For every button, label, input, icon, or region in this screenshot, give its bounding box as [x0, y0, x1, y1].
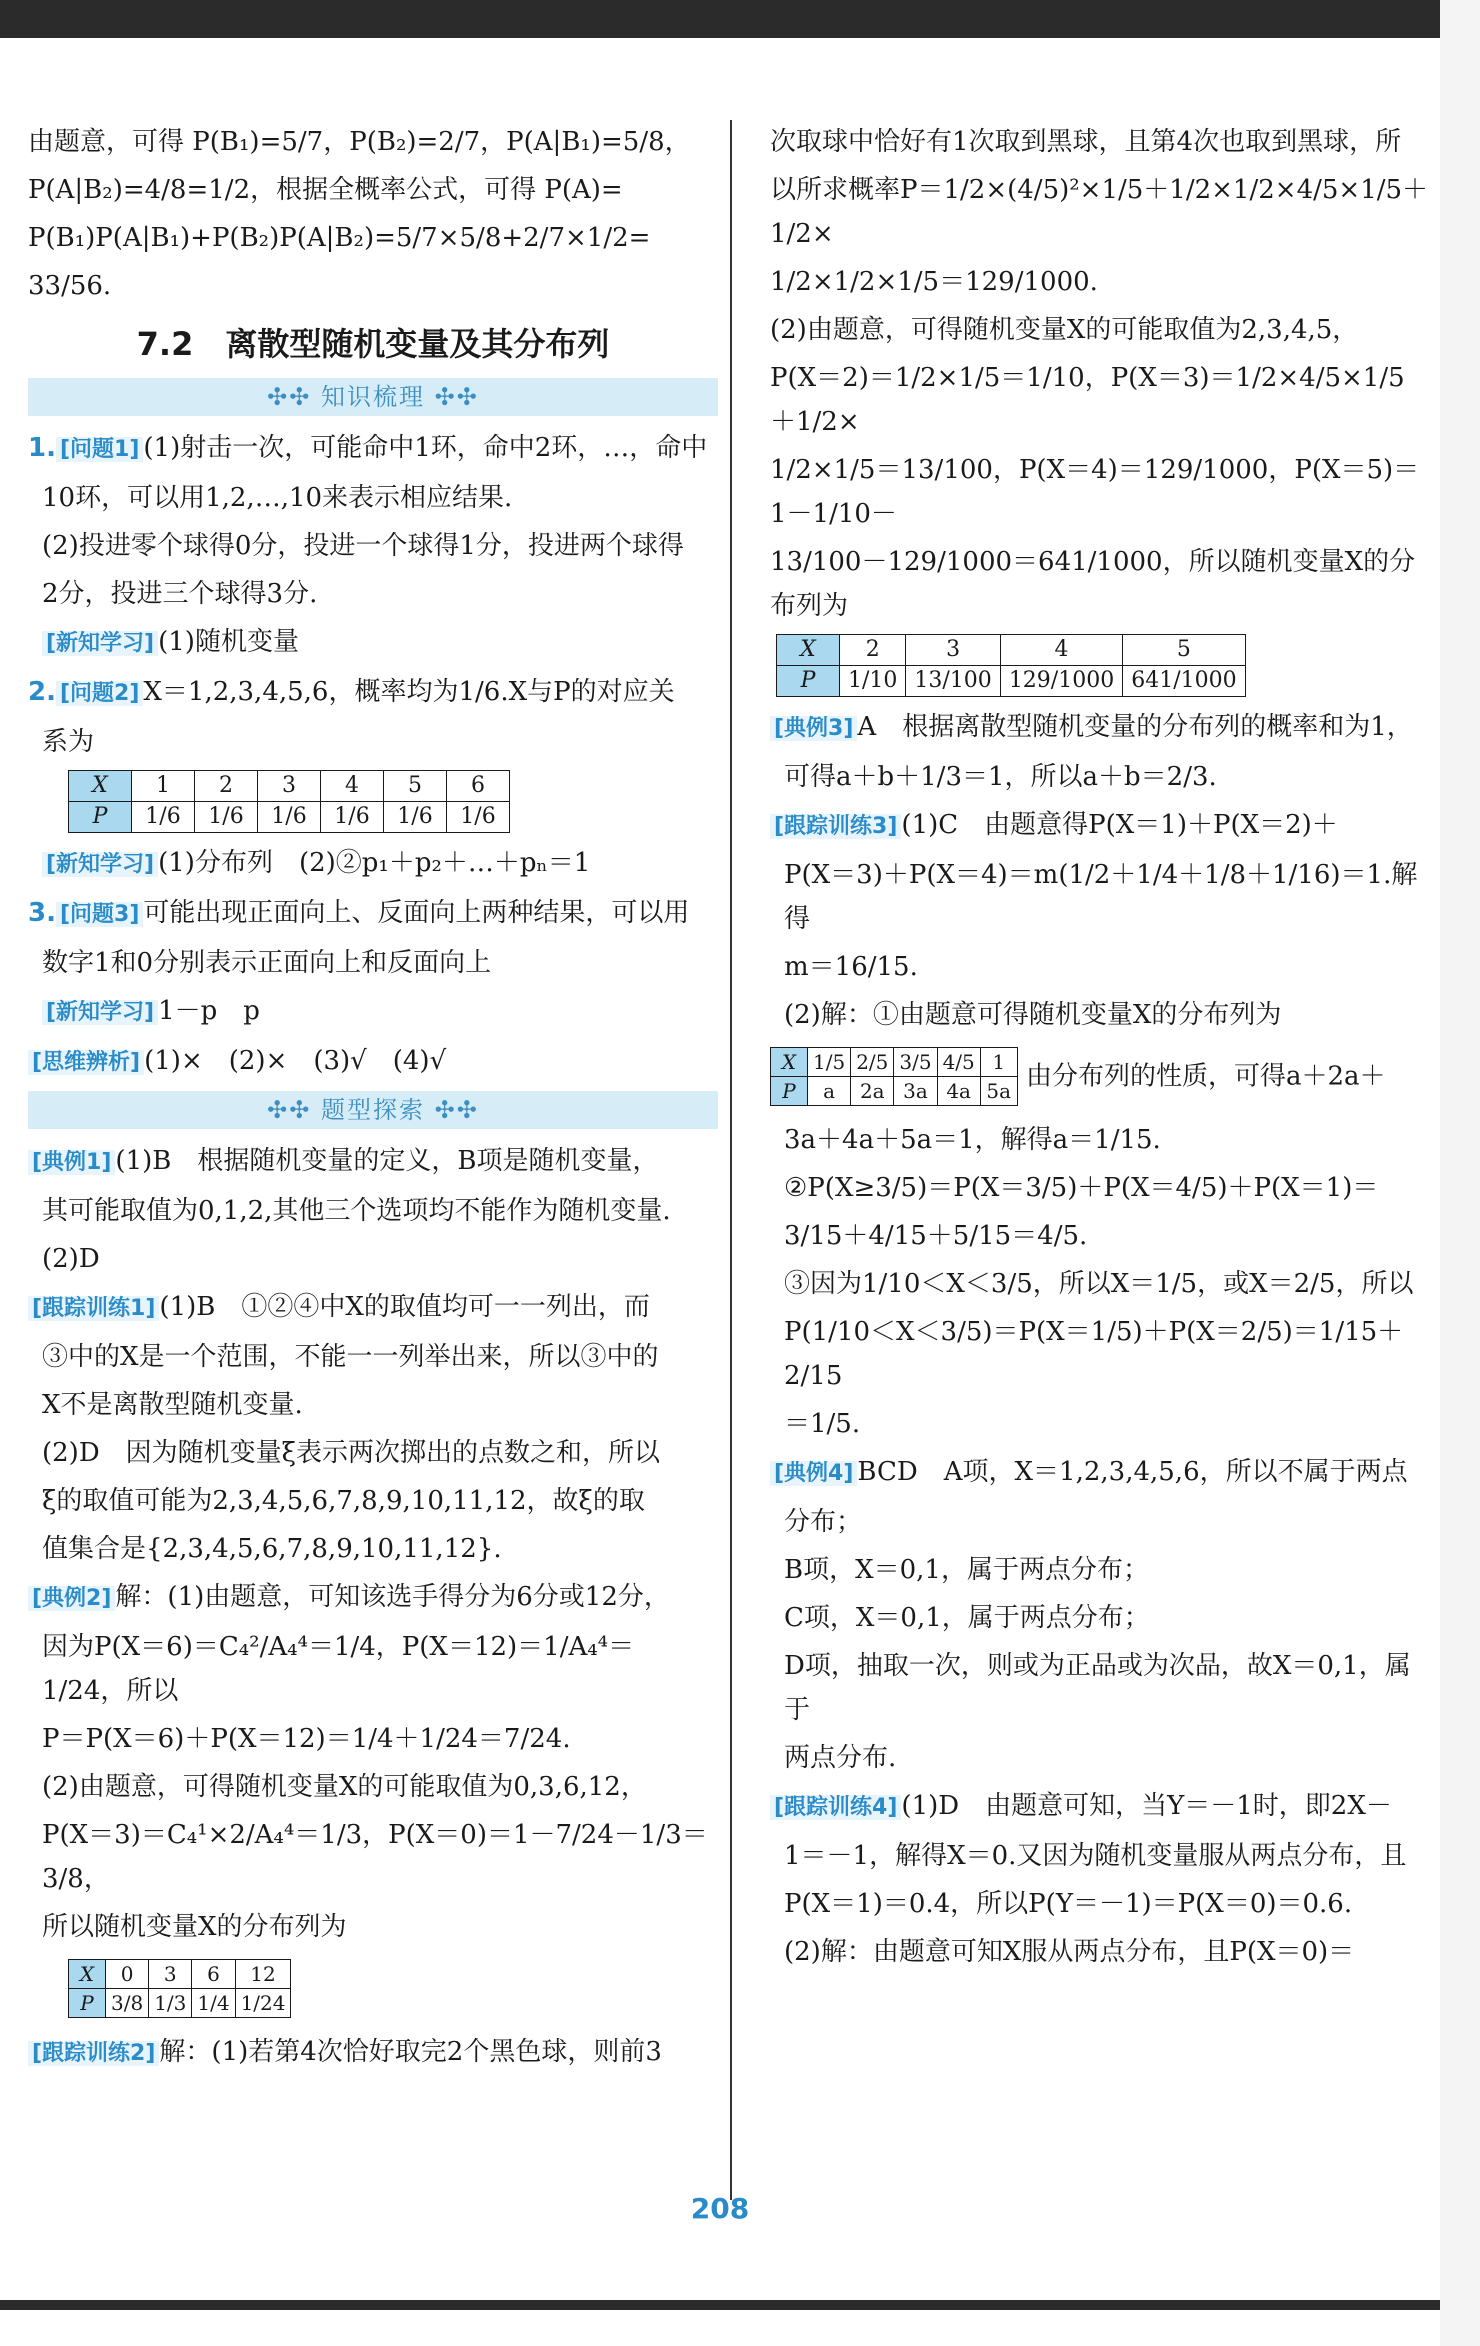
band-explore: ✣✣ 题型探索 ✣✣: [28, 1091, 718, 1129]
tag-q1: [问题1]: [56, 437, 143, 462]
text-line: 所以随机变量X的分布列为: [42, 1912, 347, 1942]
text-line: 其可能取值为0,1,2,其他三个选项均不能作为随机变量.: [42, 1196, 671, 1226]
text-line: 两点分布.: [784, 1743, 897, 1773]
text-line: P(X＝1)＝0.4，所以P(Y＝－1)＝P(X＝0)＝0.6.: [784, 1889, 1353, 1919]
text-line: 3a＋4a＋5a＝1，解得a＝1/15.: [784, 1125, 1161, 1155]
text-line: P(X＝3)＝C₄¹×2/A₄⁴＝1/3，P(X＝0)＝1－7/24－1/3＝3/8，: [42, 1820, 708, 1894]
answer-q2: 2. [问题2] X＝1,2,3,4,5,6，概率均为1/6.X与P的对应关: [28, 677, 675, 707]
text-line: P(X＝3)＋P(X＝4)＝m(1/2＋1/4＋1/8＋1/16)＝1.解得: [784, 860, 1418, 934]
section-title: 7.2 离散型随机变量及其分布列: [136, 325, 610, 363]
distribution-table-4: X 1/5 2/5 3/5 4/5 1 P a 2a 3a 4a 5a: [770, 1047, 1018, 1106]
text-line: (2)投进零个球得0分，投进一个球得1分，投进两个球得: [42, 531, 684, 561]
text-line: (2)由题意，可得随机变量X的可能取值为0,3,6,12，: [42, 1772, 647, 1802]
text-line: D项，抽取一次，则或为正品或为次品，故X＝0,1，属于: [784, 1651, 1411, 1725]
text-line: m＝16/15.: [784, 952, 918, 982]
text-line: 13/100－129/1000＝641/1000，所以随机变量X的分布列为: [770, 547, 1416, 621]
text-line: 3/15＋4/15＋5/15＝4/5.: [784, 1221, 1088, 1251]
scan-top-border: [0, 0, 1440, 38]
answer-new-learn-1: [新知学习] (1)随机变量: [28, 620, 718, 666]
text-line: 值集合是{2,3,4,5,6,7,8,9,10,11,12}.: [42, 1534, 502, 1564]
text-line: X不是离散型随机变量.: [42, 1390, 303, 1420]
example-4: [典例4] BCD A项，X＝1,2,3,4,5,6，所以不属于两点: [770, 1450, 1430, 1496]
distribution-table-2: X 0 3 6 12 P 3/8 1/3 1/4 1/24: [68, 1959, 291, 2018]
text-line: 以所求概率P＝1/2×(4/5)²×1/5＋1/2×1/2×4/5×1/5＋1/2×: [770, 175, 1429, 249]
distribution-table-1: X 1 2 3 4 5 6 P 1/6 1/6 1/6 1/6 1/6 1/6: [68, 770, 510, 833]
example-2: [典例2] 解：(1)由题意，可知该选手得分为6分或12分，: [28, 1575, 718, 1621]
column-divider: [730, 120, 732, 2200]
text-line: ②P(X≥3/5)＝P(X＝3/5)＋P(X＝4/5)＋P(X＝1)＝: [784, 1173, 1379, 1203]
text-line: ＝1/5.: [784, 1409, 861, 1439]
text-line: C项，X＝0,1，属于两点分布；: [784, 1603, 1150, 1633]
text-line: P(1/10＜X＜3/5)＝P(X＝1/5)＋P(X＝2/5)＝1/15＋2/15: [784, 1317, 1404, 1391]
text-line: 1/2×1/2×1/5＝129/1000.: [770, 267, 1098, 297]
example-1: [典例1] (1)B 根据随机变量的定义，B项是随机变量，: [28, 1139, 718, 1185]
text-line: ξ的取值可能为2,3,4,5,6,7,8,9,10,11,12，故ξ的取: [42, 1486, 645, 1516]
page-number: 208: [690, 2192, 750, 2225]
text-line: 次取球中恰好有1次取到黑球，且第4次也取到黑球，所: [770, 127, 1402, 157]
text-line: ③中的X是一个范围，不能一一列举出来，所以③中的: [42, 1342, 659, 1372]
answer-q1: 1. [问题1] (1)射击一次，可能命中1环，命中2环，…，命中: [28, 433, 708, 463]
scan-right-margin: [1440, 0, 1480, 2346]
text-line: P＝P(X＝6)＋P(X＝12)＝1/4＋1/24＝7/24.: [42, 1724, 571, 1754]
text-line: B项，X＝0,1，属于两点分布；: [784, 1555, 1149, 1585]
answer-think: [思维辨析] (1)× (2)× (3)√ (4)√: [28, 1039, 718, 1085]
text-line: 分布；: [784, 1507, 863, 1537]
text-line: 因为P(X＝6)＝C₄²/A₄⁴＝1/4，P(X＝12)＝1/A₄⁴＝1/24，所以: [42, 1632, 635, 1706]
text-line: (2)解：①由题意可得随机变量X的分布列为: [784, 1000, 1282, 1030]
text-line: 2分，投进三个球得3分.: [42, 579, 318, 609]
text-line: 由题意，可得 P(B₁)=5/7，P(B₂)=2/7，P(A|B₁)=5/8，: [28, 127, 691, 157]
text-line: (2)D: [42, 1244, 100, 1274]
training-2: [跟踪训练2] 解：(1)若第4次恰好取完2个黑色球，则前3: [28, 2030, 718, 2076]
text-line: (2)D 因为随机变量ξ表示两次掷出的点数之和，所以: [42, 1438, 660, 1468]
text-line: 1/2×1/5＝13/100，P(X＝4)＝129/1000，P(X＝5)＝1－1/10－: [770, 455, 1420, 529]
text-line: P(X＝2)＝1/2×1/5＝1/10，P(X＝3)＝1/2×4/5×1/5＋1/2×: [770, 363, 1405, 437]
text-line: ③因为1/10＜X＜3/5，所以X＝1/5，或X＝2/5，所以: [784, 1269, 1414, 1299]
training-4: [跟踪训练4] (1)D 由题意可知，当Y＝－1时，即2X－: [770, 1784, 1430, 1830]
text-line: 10环，可以用1,2,…,10来表示相应结果.: [42, 483, 513, 513]
text-line: (2)由题意，可得随机变量X的可能取值为2,3,4,5，: [770, 315, 1359, 345]
answer-q3: 3. [问题3] 可能出现正面向上、反面向上两种结果，可以用: [28, 898, 690, 928]
left-column: [28, 120, 718, 2080]
text-line: P(A|B₂)=4/8=1/2，根据全概率公式，可得 P(A)=: [28, 175, 623, 205]
answer-new-learn-2: [新知学习] (1)分布列 (2)②p₁＋p₂＋…＋pₙ＝1: [28, 841, 718, 887]
training-3: [跟踪训练3] (1)C 由题意得P(X＝1)＋P(X＝2)＋: [770, 803, 1430, 849]
scan-bottom-border: [0, 2300, 1440, 2310]
text-line: (2)解：由题意可知X服从两点分布，且P(X＝0)＝: [784, 1937, 1355, 1967]
text-line: 33/56.: [28, 271, 112, 301]
text-line: 系为: [42, 727, 95, 757]
text-line: 1＝－1，解得X＝0.又因为随机变量服从两点分布，且: [784, 1841, 1407, 1871]
example-3: [典例3] A 根据离散型随机变量的分布列的概率和为1，: [770, 705, 1430, 751]
text-line: 可得a＋b＋1/3＝1，所以a＋b＝2/3.: [784, 762, 1217, 792]
distribution-table-3: X 2 3 4 5 P 1/10 13/100 129/1000 641/1000: [776, 634, 1246, 697]
text-line: P(B₁)P(A|B₁)+P(B₂)P(A|B₂)=5/7×5/8+2/7×1/2=: [28, 223, 651, 253]
band-knowledge: ✣✣ 知识梳理 ✣✣: [28, 378, 718, 416]
right-column: 次取球中恰好有1次取到黑球，且第4次也取到黑球，所 以所求概率P＝1/2×(4/5)²×1/5＋1/2×1/2×4/5×1/5＋1/2× 1/2×1/2×1/5＝129/1000. (2)由题意，可得随机变量X的可能取值为2,3,4,5， P(X＝2)＝1/2×1/5＝1/10，P(X＝3)＝1/2×4/5×1/5＋1/2× 1/2×1/5＝13/100，P(X＝4)＝129/1000，P(X＝5)＝1－1/10－ 13/100－129/1000＝641/1000，所以随机变量X的分布列为 X 2 3 4 5 P 1/10 13/100 129/1000 641/1000 [典例3] A 根据离散型随机变量的分布列的概率和为1， 可得a＋b＋1/3＝1，所以a＋b＝2/3. [跟踪训练3] (1)C 由题意得P(X＝1)＋P(X＝2)＋ P(X＝3)＋P(X＝4)＝m(1/2＋1/4＋1/8＋1/16)＝1.解得 m＝16/15. (2)解：①由题意可得随机变量X的分布列为 X 1/5 2/5 3/5 4/5 1 P a 2a 3a 4a 5a 由分布列的性质，可得a＋2a＋ 3a＋4a＋5a＝1，解得a＝1/15. ②P(X≥3/5)＝P(X＝3/5)＋P(X＝4/5)＋P(X＝1)＝ 3/15＋4/15＋5/15＝4/5. ③因为1/10＜X＜3/5，所以X＝1/5，或X＝2/5，所以 P(1/10＜X＜3/5)＝P(X＝1/5)＋P(X＝2/5)＝1/15＋2/15 ＝1/5. [典例4] BCD A项，X＝1,2,3,4,5,6，所以不属于两点 分布； B项，X＝0,1，属于两点分布； C项，X＝0,1，属于两点分布； D项，抽取一次，则或为正品或为次品，故X＝0,1，属于 两点分布. [跟踪训练4] (1)D 由题意可知，当Y＝－1时，即2X－ 1＝－1，解得X＝0.又因为随机变量服从两点分布，且 P(X＝1)＝0.4，所以P(Y＝－1)＝P(X＝0)＝0.6. (2)解：由题意可知X服从两点分布，且P(X＝0)＝: [770, 120, 1430, 1978]
text-line: 数字1和0分别表示正面向上和反面向上: [42, 948, 492, 978]
training-1: [跟踪训练1] (1)B ①②④中X的取值均可一一列出，而: [28, 1285, 718, 1331]
answer-new-learn-3: [新知学习] 1－p p: [28, 989, 718, 1035]
